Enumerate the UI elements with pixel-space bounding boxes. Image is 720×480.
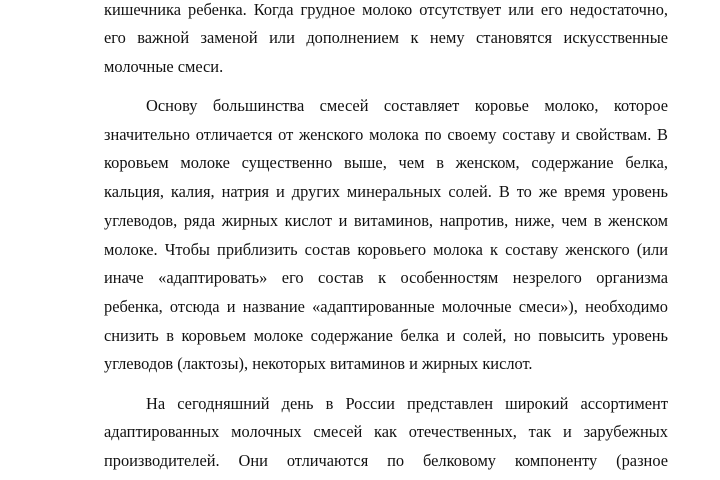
text-line: коровьем молоке существенно выше, чем в женском, содержание белка, [104,153,668,172]
text-line: его важной заменой или дополнением к нему становятся искусственные [104,28,668,47]
text-line: углеводов (лактозы), некоторых витаминов и жирных кислот. [104,354,533,373]
text-line: Основу большинства смесей составляет коровье молоко, которое [146,96,668,115]
text-line: молочные смеси. [104,57,224,76]
text-line: значительно отличается от женского молока по своему составу и свойствам. В [104,125,668,144]
text-line: молоке. Чтобы приблизить состав коровьего молока к составу женского (или [104,240,668,259]
text-line: кишечника ребенка. Когда грудное молоко отсутствует или его недостаточно, [104,0,668,19]
text-line: иначе «адаптировать» его состав к особенностям незрелого организма [104,268,668,287]
text-line: снизить в коровьем молоке содержание белка и солей, но повысить уровень [104,326,668,345]
text-line: На сегодняшний день в России представлен широкий ассортимент [146,394,668,413]
text-line: углеводов, ряда жирных кислот и витаминов, напротив, ниже, чем в женском [104,211,668,230]
text-line: ребенка, отсюда и название «адаптированные молочные смеси»), необходимо [104,297,668,316]
text-line: производителей. Они отличаются по белковому компоненту (разное [104,451,668,470]
text-line: адаптированных молочных смесей как отечественных, так и зарубежных [104,422,668,441]
text-line: кальция, калия, натрия и других минеральных солей. В то же время уровень [104,182,668,201]
